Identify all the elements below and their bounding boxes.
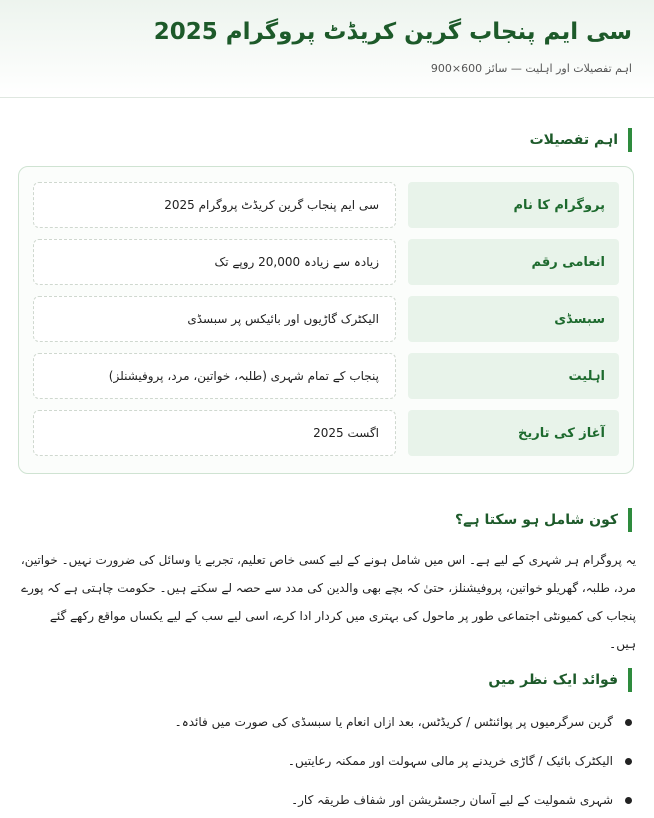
detail-label: سبسڈی: [408, 296, 619, 342]
page-header: [0, 0, 654, 98]
benefit-text: شہری شمولیت کے لیے آسان رجسٹریشن اور شفاف طریقہ کار۔: [291, 793, 613, 807]
eligibility-heading-wrap: [445, 508, 654, 532]
eligibility-heading: کون شامل ہو سکتا ہے؟: [445, 508, 632, 532]
detail-value: زیادہ سے زیادہ 20,000 روپے تک: [33, 239, 396, 285]
detail-value: سی ایم پنجاب گرین کریڈٹ پروگرام 2025: [33, 182, 396, 228]
list-item: [32, 751, 632, 771]
details-heading-wrap: [520, 128, 654, 152]
list-item: [32, 790, 632, 810]
details-heading: اہم تفصیلات: [520, 128, 632, 152]
detail-value: الیکٹرک گاڑیوں اور بائیکس پر سبسڈی: [33, 296, 396, 342]
detail-row-subsidy: [33, 296, 619, 342]
benefit-text: گرین سرگرمیوں پر پوائنٹس / کریڈٹس، بعد ازاں انعام یا سبسڈی کی صورت میں فائدہ۔: [174, 715, 613, 729]
detail-label: پروگرام کا نام: [408, 182, 619, 228]
page-subtitle: اہم تفصیلات اور اہلیت — سائز 600×900: [430, 62, 632, 75]
bullet-icon: [625, 719, 632, 726]
detail-row-start-date: [33, 410, 619, 456]
detail-value: پنجاب کے تمام شہری (طلبہ، خواتین، مرد، پروفیشنلز): [33, 353, 396, 399]
detail-row-prize-amount: [33, 239, 619, 285]
benefits-list: [32, 712, 632, 818]
detail-label: انعامی رقم: [408, 239, 619, 285]
page-title: سی ایم پنجاب گرین کریڈٹ پروگرام 2025: [153, 19, 632, 45]
details-card: [18, 166, 634, 474]
benefit-text: الیکٹرک بائیک / گاڑی خریدنے پر مالی سہولت اور ممکنہ رعایتیں۔: [287, 754, 613, 768]
benefits-heading: فوائد ایک نظر میں: [478, 668, 632, 692]
detail-value: اگست 2025: [33, 410, 396, 456]
bullet-icon: [625, 758, 632, 765]
eligibility-paragraph: یہ پروگرام ہر شہری کے لیے ہے۔ اس میں شامل ہونے کے لیے کسی خاص تعلیم، تجربے یا وسائل کی ضرورت نہیں۔ خواتین، مرد، طلبہ، گھریلو خواتین، پروفیشنلز، حتیٰ کہ بچے بھی والدین کی مدد سے حصہ لے سکتے ہیں۔ حکومت چاہتی ہے کہ پورے پنجاب کی کمیونٹی اجتماعی طور پر ماحول کی بہتری میں کردار ادا کرے، اسی لیے سب کے لیے یکساں مواقع رکھے گئے ہیں۔: [20, 553, 636, 651]
detail-label: اہلیت: [408, 353, 619, 399]
detail-row-program-name: [33, 182, 619, 228]
detail-row-eligibility: [33, 353, 619, 399]
list-item: [32, 712, 632, 732]
benefits-heading-wrap: [478, 668, 654, 692]
detail-label: آغاز کی تاریخ: [408, 410, 619, 456]
bullet-icon: [625, 797, 632, 804]
